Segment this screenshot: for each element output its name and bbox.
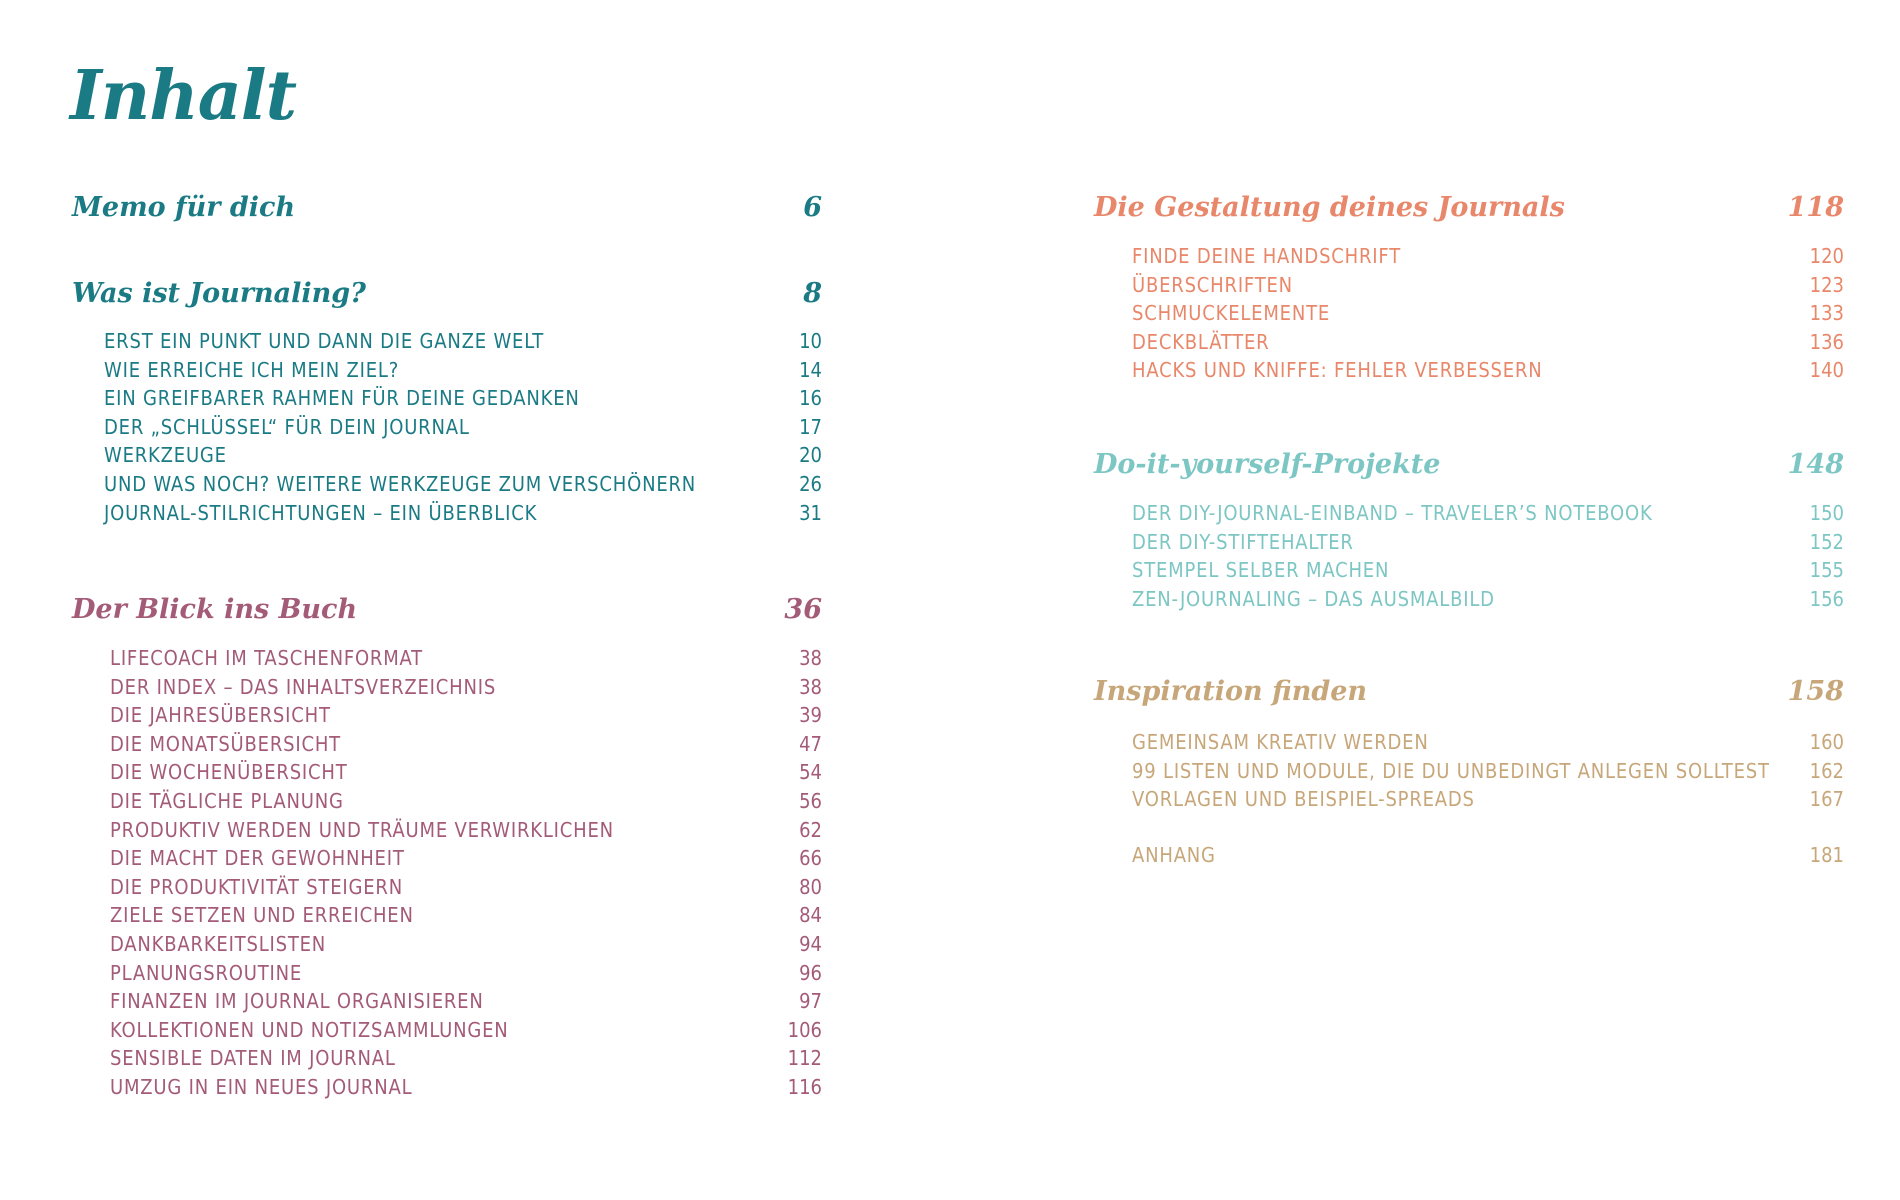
toc-entry[interactable]	[1094, 243, 1844, 269]
entry-title: DIE PRODUKTIVITÄT STEIGERN	[110, 874, 403, 899]
section-title: Der Blick ins Buch	[72, 594, 358, 625]
entry-page-number: 20	[799, 443, 822, 468]
toc-entry[interactable]	[72, 931, 822, 957]
toc-section-memo	[72, 188, 822, 228]
toc-entry[interactable]	[72, 988, 822, 1014]
toc-entry[interactable]	[1094, 758, 1844, 784]
entry-page-number: 26	[799, 472, 822, 496]
entry-title: STEMPEL SELBER MACHEN	[1132, 558, 1390, 583]
entry-page-number: 140	[1809, 358, 1844, 383]
entry-page-number: 133	[1809, 301, 1844, 326]
entry-page-number: 123	[1809, 272, 1844, 297]
entry-title: UND WAS NOCH? WEITERE WERKZEUGE ZUM VERSCHÖNERN	[104, 472, 697, 496]
entry-title: FINDE DEINE HANDSCHRIFT	[1132, 244, 1401, 268]
entry-title: ANHANG	[1132, 843, 1216, 867]
entry-page-number: 120	[1809, 244, 1844, 268]
section-title: Die Gestaltung deines Journals	[1094, 192, 1565, 223]
toc-entry[interactable]	[72, 500, 822, 526]
entry-page-number: 39	[799, 703, 822, 728]
entry-page-number: 47	[799, 731, 822, 756]
entry-title: FINANZEN IM JOURNAL ORGANISIEREN	[110, 989, 484, 1014]
toc-entry[interactable]	[1094, 529, 1844, 555]
entry-page-number: 62	[799, 817, 822, 842]
entry-page-number: 112	[787, 1046, 822, 1071]
entry-title: HACKS UND KNIFFE: FEHLER VERBESSERN	[1132, 358, 1543, 383]
entry-title: ZIELE SETZEN UND ERREICHEN	[110, 903, 414, 928]
toc-entry[interactable]	[72, 471, 822, 497]
section-page-number: 36	[784, 594, 822, 625]
toc-entry[interactable]	[72, 702, 822, 728]
entry-title: ERST EIN PUNKT UND DANN DIE GANZE WELT	[104, 329, 545, 353]
toc-entry[interactable]	[72, 1045, 822, 1071]
toc-entry[interactable]	[72, 960, 822, 986]
toc-entry[interactable]	[72, 674, 822, 700]
entry-page-number: 152	[1809, 529, 1844, 554]
entry-page-number: 14	[799, 357, 822, 382]
entry-page-number: 106	[787, 1017, 822, 1042]
entry-page-number: 116	[787, 1075, 822, 1099]
toc-entry[interactable]	[72, 759, 822, 785]
entry-page-number: 162	[1809, 758, 1844, 783]
entry-page-number: 66	[799, 846, 822, 871]
entry-title: EIN GREIFBARER RAHMEN FÜR DEINE GEDANKEN	[104, 386, 580, 411]
entry-title: DIE JAHRESÜBERSICHT	[110, 703, 331, 728]
section-heading[interactable]	[72, 274, 822, 314]
section-page-number: 118	[1787, 192, 1844, 223]
toc-entry[interactable]	[72, 414, 822, 440]
entry-page-number: 16	[799, 386, 822, 411]
entry-page-number: 10	[799, 329, 822, 353]
section-heading[interactable]	[1094, 188, 1844, 228]
toc-section-blick	[72, 590, 822, 1099]
section-title: Do-it-yourself-Projekte	[1094, 449, 1441, 480]
section-page-number: 158	[1787, 676, 1844, 707]
toc-entry[interactable]	[72, 731, 822, 757]
section-title: Was ist Journaling?	[72, 278, 367, 309]
entry-title: DER DIY-STIFTEHALTER	[1132, 529, 1354, 554]
section-title: Inspiration finden	[1094, 676, 1368, 707]
entry-title: VORLAGEN UND BEISPIEL-SPREADS	[1132, 787, 1475, 812]
entry-title: ZEN-JOURNALING – DAS AUSMALBILD	[1132, 586, 1495, 611]
toc-entry[interactable]	[1094, 786, 1844, 812]
toc-entry[interactable]	[1094, 500, 1844, 526]
entry-title: PLANUNGSROUTINE	[110, 960, 303, 985]
entry-page-number: 167	[1809, 787, 1844, 812]
toc-entry[interactable]	[72, 645, 822, 671]
toc-entry[interactable]	[1094, 586, 1844, 612]
page-title: Inhalt	[70, 56, 296, 136]
entry-page-number: 97	[799, 989, 822, 1014]
entry-page-number: 80	[799, 874, 822, 899]
toc-entry[interactable]	[1094, 729, 1844, 755]
section-page-number: 6	[803, 192, 822, 223]
entry-page-number: 38	[799, 646, 822, 670]
toc-entry[interactable]	[72, 902, 822, 928]
entry-title: WIE ERREICHE ICH MEIN ZIEL?	[104, 357, 400, 382]
entry-page-number: 56	[799, 789, 822, 813]
entry-title: JOURNAL-STILRICHTUNGEN – EIN ÜBERBLICK	[104, 500, 538, 525]
entry-title: DIE MACHT DER GEWOHNHEIT	[110, 846, 405, 871]
toc-section-diy	[1094, 445, 1844, 611]
entry-page-number: 156	[1809, 586, 1844, 611]
section-heading[interactable]	[72, 188, 822, 228]
entry-title: DIE WOCHENÜBERSICHT	[110, 760, 348, 785]
toc-entry[interactable]	[72, 1074, 822, 1100]
entry-page-number: 84	[799, 903, 822, 928]
toc-entry-appendix[interactable]	[1094, 842, 1844, 868]
entry-title: DIE TÄGLICHE PLANUNG	[110, 789, 344, 813]
entry-page-number: 31	[799, 500, 822, 525]
toc-entry[interactable]	[1094, 557, 1844, 583]
toc-section-inspiration	[1094, 672, 1844, 867]
entry-title: DER INDEX – DAS INHALTSVERZEICHNIS	[110, 674, 497, 699]
entry-page-number: 54	[799, 760, 822, 785]
toc-entry[interactable]	[72, 1017, 822, 1043]
section-title: Memo für dich	[72, 192, 296, 223]
entry-page-number: 155	[1809, 558, 1844, 583]
toc-section-gestaltung	[1094, 188, 1844, 383]
entry-title: 99 LISTEN UND MODULE, DIE DU UNBEDINGT ANLEGEN SOLLTEST	[1132, 758, 1770, 783]
entry-page-number: 38	[799, 674, 822, 699]
toc-entry[interactable]	[1094, 357, 1844, 383]
toc-entry[interactable]	[72, 357, 822, 383]
entry-title: PRODUKTIV WERDEN UND TRÄUME VERWIRKLICHEN	[110, 817, 614, 842]
section-heading[interactable]	[1094, 672, 1844, 712]
toc-entry[interactable]	[1094, 329, 1844, 355]
entry-page-number: 136	[1809, 329, 1844, 354]
entry-title: ÜBERSCHRIFTEN	[1132, 272, 1293, 297]
toc-entry[interactable]	[72, 845, 822, 871]
toc-entry[interactable]	[72, 788, 822, 814]
section-page-number: 148	[1787, 449, 1844, 480]
entry-title: LIFECOACH IM TASCHENFORMAT	[110, 646, 423, 670]
toc-entry[interactable]	[1094, 272, 1844, 298]
entry-page-number: 96	[799, 960, 822, 985]
entry-page-number: 160	[1809, 730, 1844, 754]
entry-page-number: 17	[799, 414, 822, 439]
section-page-number: 8	[803, 278, 822, 309]
toc-entry[interactable]	[1094, 300, 1844, 326]
entry-title: DECKBLÄTTER	[1132, 329, 1270, 354]
entry-page-number: 94	[799, 932, 822, 956]
toc-section-journaling	[72, 274, 822, 525]
toc-entry[interactable]	[72, 874, 822, 900]
entry-title: SENSIBLE DATEN IM JOURNAL	[110, 1046, 396, 1071]
entry-title: DER DIY-JOURNAL-EINBAND – TRAVELER’S NOTEBOOK	[1132, 501, 1653, 525]
entry-title: GEMEINSAM KREATIV WERDEN	[1132, 730, 1429, 754]
entry-title: UMZUG IN EIN NEUES JOURNAL	[110, 1075, 413, 1099]
section-heading[interactable]	[72, 590, 822, 630]
entry-page-number: 150	[1809, 501, 1844, 525]
toc-entry[interactable]	[72, 817, 822, 843]
entry-title: DANKBARKEITSLISTEN	[110, 932, 327, 956]
section-heading[interactable]	[1094, 445, 1844, 485]
entry-title: KOLLEKTIONEN UND NOTIZSAMMLUNGEN	[110, 1017, 509, 1042]
entry-title: DER „SCHLÜSSEL“ FÜR DEIN JOURNAL	[104, 414, 470, 439]
toc-entry[interactable]	[72, 385, 822, 411]
entry-page-number: 181	[1809, 843, 1844, 867]
entry-title: DIE MONATSÜBERSICHT	[110, 731, 341, 756]
toc-entry[interactable]	[72, 328, 822, 354]
toc-entry[interactable]	[72, 442, 822, 468]
entry-title: SCHMUCKELEMENTE	[1132, 301, 1331, 326]
entry-title: WERKZEUGE	[104, 443, 227, 468]
